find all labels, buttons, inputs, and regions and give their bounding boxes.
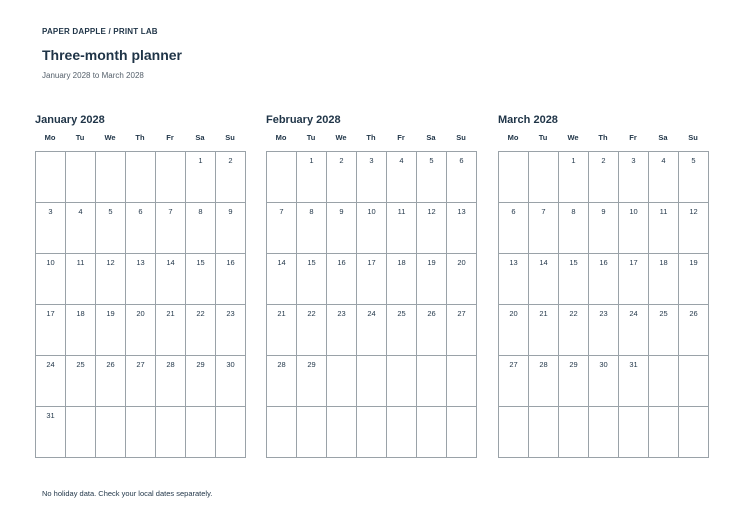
day-cell <box>447 152 477 203</box>
day-cell <box>186 407 216 458</box>
page-title: Three-month planner <box>42 47 183 63</box>
day-cell <box>649 305 679 356</box>
day-number: 19 <box>689 258 698 267</box>
weekday-label: We <box>567 133 579 142</box>
day-cell <box>156 305 186 356</box>
day-cell <box>417 407 447 458</box>
day-number: 19 <box>427 258 436 267</box>
day-cell <box>499 152 529 203</box>
day-cell <box>297 407 327 458</box>
day-cell <box>529 152 559 203</box>
day-cell <box>297 152 327 203</box>
day-cell <box>387 305 417 356</box>
day-cell <box>96 356 126 407</box>
day-number: 18 <box>659 258 668 267</box>
day-number: 25 <box>397 309 406 318</box>
weekday-label: Sa <box>426 133 436 142</box>
day-number: 24 <box>46 360 55 369</box>
day-number: 8 <box>571 207 576 216</box>
day-number: 16 <box>599 258 608 267</box>
day-number: 1 <box>309 156 314 165</box>
day-number: 8 <box>309 207 314 216</box>
day-number: 22 <box>196 309 205 318</box>
day-number: 13 <box>509 258 518 267</box>
day-number: 6 <box>138 207 143 216</box>
day-cell <box>559 254 589 305</box>
day-cell <box>357 203 387 254</box>
day-number: 27 <box>509 360 518 369</box>
day-number: 2 <box>339 156 344 165</box>
day-number: 6 <box>459 156 464 165</box>
day-number: 2 <box>228 156 233 165</box>
day-cell <box>216 254 246 305</box>
day-cell <box>96 305 126 356</box>
day-number: 7 <box>168 207 173 216</box>
day-number: 29 <box>196 360 205 369</box>
weekday-label: We <box>104 133 116 142</box>
day-cell <box>156 152 186 203</box>
day-cell <box>267 407 297 458</box>
day-number: 23 <box>599 309 608 318</box>
day-number: 25 <box>76 360 85 369</box>
day-cell <box>499 305 529 356</box>
day-cell <box>216 152 246 203</box>
day-number: 20 <box>457 258 466 267</box>
day-number: 13 <box>136 258 145 267</box>
day-cell <box>126 356 156 407</box>
weekday-label: Sa <box>195 133 205 142</box>
day-cell <box>327 254 357 305</box>
day-number: 4 <box>78 207 83 216</box>
day-cell <box>357 356 387 407</box>
day-number: 28 <box>277 360 286 369</box>
day-cell <box>417 203 447 254</box>
day-cell <box>36 203 66 254</box>
weekday-label: Tu <box>306 133 316 142</box>
day-number: 15 <box>196 258 205 267</box>
day-cell <box>126 203 156 254</box>
day-cell <box>417 254 447 305</box>
day-number: 3 <box>631 156 636 165</box>
day-number: 10 <box>46 258 55 267</box>
day-cell <box>327 407 357 458</box>
day-number: 26 <box>106 360 115 369</box>
day-number: 15 <box>307 258 316 267</box>
day-cell <box>66 356 96 407</box>
day-cell <box>529 203 559 254</box>
day-number: 23 <box>226 309 235 318</box>
day-number: 10 <box>629 207 638 216</box>
day-cell <box>186 203 216 254</box>
day-number: 9 <box>339 207 344 216</box>
day-cell <box>36 152 66 203</box>
day-cell <box>387 254 417 305</box>
day-cell <box>186 152 216 203</box>
day-cell <box>559 407 589 458</box>
weekday-label: Th <box>598 133 608 142</box>
day-number: 9 <box>601 207 606 216</box>
day-cell <box>387 356 417 407</box>
day-cell <box>267 254 297 305</box>
day-cell <box>649 407 679 458</box>
day-number: 15 <box>569 258 578 267</box>
day-number: 31 <box>46 411 55 420</box>
day-cell <box>327 203 357 254</box>
month-block-february <box>266 113 477 458</box>
day-cell <box>619 254 649 305</box>
day-number: 30 <box>226 360 235 369</box>
weekday-label: Mo <box>44 133 56 142</box>
day-number: 29 <box>569 360 578 369</box>
weekday-label: Su <box>456 133 466 142</box>
day-number: 17 <box>367 258 376 267</box>
day-number: 16 <box>337 258 346 267</box>
day-cell <box>619 407 649 458</box>
day-cell <box>619 203 649 254</box>
day-cell <box>126 305 156 356</box>
day-number: 6 <box>511 207 516 216</box>
day-cell <box>96 254 126 305</box>
weekday-label: Th <box>135 133 145 142</box>
day-cell <box>216 203 246 254</box>
day-cell <box>417 356 447 407</box>
day-cell <box>297 356 327 407</box>
day-cell <box>186 356 216 407</box>
day-number: 30 <box>599 360 608 369</box>
page-subtitle: January 2028 to March 2028 <box>42 71 144 80</box>
day-cell <box>447 407 477 458</box>
day-cell <box>679 407 709 458</box>
day-number: 14 <box>277 258 286 267</box>
day-number: 11 <box>397 207 406 216</box>
day-cell <box>66 254 96 305</box>
weekday-label: Th <box>366 133 376 142</box>
day-number: 14 <box>539 258 548 267</box>
day-cell <box>387 152 417 203</box>
weekday-header <box>498 133 709 143</box>
day-cell <box>589 254 619 305</box>
day-cell <box>589 152 619 203</box>
day-number: 22 <box>307 309 316 318</box>
day-cell <box>529 254 559 305</box>
weekday-label: We <box>335 133 347 142</box>
day-cell <box>96 407 126 458</box>
day-cell <box>36 356 66 407</box>
day-cell <box>327 152 357 203</box>
day-number: 21 <box>539 309 548 318</box>
day-cell <box>126 254 156 305</box>
day-number: 25 <box>659 309 668 318</box>
day-cell <box>559 203 589 254</box>
day-cell <box>216 356 246 407</box>
day-number: 2 <box>601 156 606 165</box>
footnote: No holiday data. Check your local dates separately. <box>42 489 213 498</box>
day-number: 12 <box>427 207 436 216</box>
day-cell <box>447 203 477 254</box>
brand-label: PAPER DAPPLE / PRINT LAB <box>42 27 158 36</box>
day-cell <box>619 305 649 356</box>
day-number: 10 <box>367 207 376 216</box>
day-cell <box>417 305 447 356</box>
day-cell <box>679 305 709 356</box>
day-cell <box>619 152 649 203</box>
day-cell <box>156 356 186 407</box>
day-number: 21 <box>277 309 286 318</box>
day-number: 5 <box>429 156 434 165</box>
day-cell <box>357 407 387 458</box>
day-cell <box>327 305 357 356</box>
day-cell <box>529 305 559 356</box>
day-cell <box>559 152 589 203</box>
day-cell <box>559 305 589 356</box>
day-cell <box>267 305 297 356</box>
day-cell <box>297 203 327 254</box>
weekday-header <box>35 133 246 143</box>
day-cell <box>357 152 387 203</box>
day-cell <box>387 203 417 254</box>
weekday-header <box>266 133 477 143</box>
day-cell <box>589 356 619 407</box>
weekday-label: Tu <box>75 133 85 142</box>
day-cell <box>559 356 589 407</box>
weekday-label: Fr <box>629 133 637 142</box>
day-number: 11 <box>76 258 85 267</box>
day-number: 26 <box>427 309 436 318</box>
day-cell <box>499 407 529 458</box>
day-number: 4 <box>399 156 404 165</box>
day-cell <box>447 305 477 356</box>
day-number: 27 <box>136 360 145 369</box>
day-cell <box>649 356 679 407</box>
day-cell <box>679 203 709 254</box>
day-number: 23 <box>337 309 346 318</box>
day-cell <box>66 203 96 254</box>
day-number: 19 <box>106 309 115 318</box>
weekday-label: Fr <box>166 133 174 142</box>
day-cell <box>36 254 66 305</box>
day-cell <box>96 152 126 203</box>
day-number: 8 <box>198 207 203 216</box>
day-cell <box>499 356 529 407</box>
day-cell <box>66 305 96 356</box>
weekday-label: Su <box>225 133 235 142</box>
month-block-march <box>498 113 709 458</box>
day-number: 28 <box>539 360 548 369</box>
day-cell <box>267 152 297 203</box>
day-number: 9 <box>228 207 233 216</box>
day-cell <box>126 152 156 203</box>
day-cell <box>649 203 679 254</box>
day-cell <box>36 305 66 356</box>
day-cell <box>447 356 477 407</box>
day-number: 21 <box>166 309 175 318</box>
day-number: 17 <box>629 258 638 267</box>
day-number: 11 <box>659 207 668 216</box>
day-number: 7 <box>541 207 546 216</box>
day-cell <box>327 356 357 407</box>
day-number: 17 <box>46 309 55 318</box>
day-number: 28 <box>166 360 175 369</box>
day-number: 7 <box>279 207 284 216</box>
day-number: 31 <box>629 360 638 369</box>
day-number: 4 <box>661 156 666 165</box>
month-grid <box>498 151 709 458</box>
day-cell <box>679 254 709 305</box>
month-title: March 2028 <box>498 114 558 126</box>
day-cell <box>387 407 417 458</box>
day-cell <box>267 356 297 407</box>
day-cell <box>216 407 246 458</box>
day-cell <box>66 407 96 458</box>
day-number: 12 <box>106 258 115 267</box>
day-number: 24 <box>629 309 638 318</box>
day-cell <box>417 152 447 203</box>
day-number: 24 <box>367 309 376 318</box>
day-cell <box>589 203 619 254</box>
day-cell <box>36 407 66 458</box>
day-number: 13 <box>457 207 466 216</box>
day-cell <box>216 305 246 356</box>
day-number: 14 <box>166 258 175 267</box>
day-cell <box>96 203 126 254</box>
day-cell <box>66 152 96 203</box>
weekday-label: Tu <box>538 133 548 142</box>
day-cell <box>529 356 559 407</box>
month-grid <box>266 151 477 458</box>
day-number: 18 <box>76 309 85 318</box>
day-number: 1 <box>198 156 203 165</box>
day-number: 3 <box>48 207 53 216</box>
day-number: 3 <box>369 156 374 165</box>
day-cell <box>529 407 559 458</box>
day-number: 5 <box>691 156 696 165</box>
day-cell <box>186 305 216 356</box>
day-cell <box>649 254 679 305</box>
weekday-label: Fr <box>397 133 405 142</box>
day-cell <box>297 305 327 356</box>
day-cell <box>297 254 327 305</box>
day-cell <box>499 203 529 254</box>
day-cell <box>267 203 297 254</box>
day-number: 27 <box>457 309 466 318</box>
day-number: 20 <box>136 309 145 318</box>
day-number: 12 <box>689 207 698 216</box>
month-block-january <box>35 113 246 458</box>
day-cell <box>499 254 529 305</box>
day-cell <box>447 254 477 305</box>
day-cell <box>357 254 387 305</box>
day-number: 16 <box>226 258 235 267</box>
weekday-label: Sa <box>658 133 668 142</box>
day-cell <box>589 407 619 458</box>
day-cell <box>357 305 387 356</box>
month-title: February 2028 <box>266 114 341 126</box>
day-cell <box>589 305 619 356</box>
day-cell <box>679 152 709 203</box>
day-number: 18 <box>397 258 406 267</box>
day-cell <box>126 407 156 458</box>
day-number: 26 <box>689 309 698 318</box>
day-cell <box>156 203 186 254</box>
day-number: 20 <box>509 309 518 318</box>
day-cell <box>186 254 216 305</box>
day-number: 1 <box>571 156 576 165</box>
day-cell <box>156 254 186 305</box>
weekday-label: Mo <box>275 133 287 142</box>
day-number: 29 <box>307 360 316 369</box>
day-cell <box>156 407 186 458</box>
month-title: January 2028 <box>35 114 105 126</box>
day-cell <box>649 152 679 203</box>
day-cell <box>679 356 709 407</box>
weekday-label: Su <box>688 133 698 142</box>
day-cell <box>619 356 649 407</box>
weekday-label: Mo <box>507 133 519 142</box>
day-number: 22 <box>569 309 578 318</box>
day-number: 5 <box>108 207 113 216</box>
month-grid <box>35 151 246 458</box>
